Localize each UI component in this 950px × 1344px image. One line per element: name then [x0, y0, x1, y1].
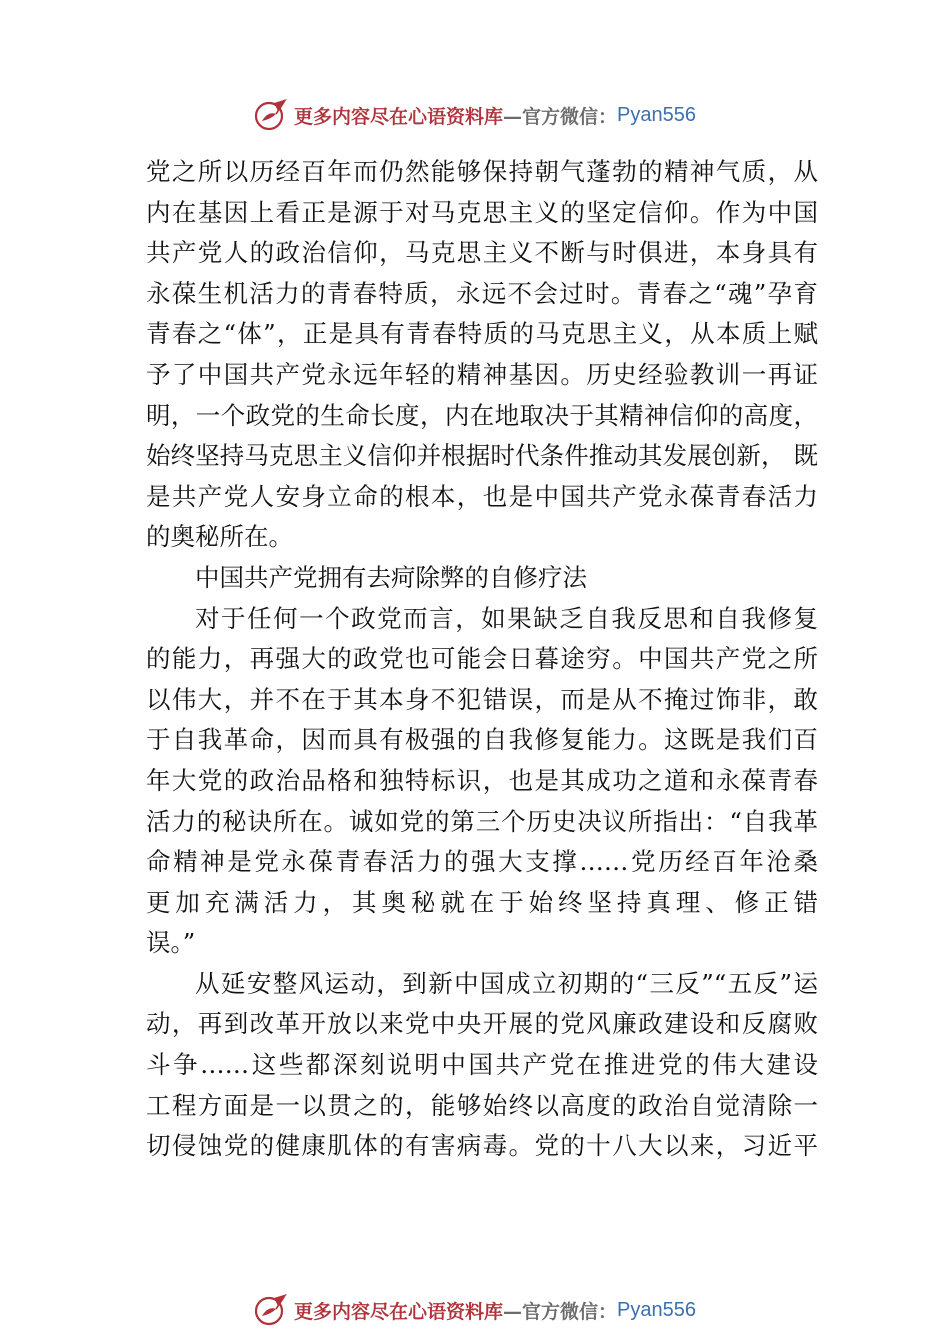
text-line: 予了中国共产党永远年轻的精神基因。历史经验教训一再证: [146, 359, 818, 389]
pen-on-paper-icon: [254, 1292, 290, 1328]
text-line: 于自我革命，因而具有极强的自我修复能力。这既是我们百: [146, 725, 818, 755]
text-line: 活力的秘诀所在。诚如党的第三个历史决议所指出：“自我革: [146, 806, 818, 836]
text-line: 永葆生机活力的青春特质，永远不会过时。青春之“魂”孕育: [146, 278, 818, 308]
text-line: 从延安整风运动，到新中国成立初期的“三反”“五反”运: [195, 968, 818, 998]
text-line: 是共产党人安身立命的根本，也是中国共产党永葆青春活力: [146, 481, 818, 511]
banner-dash-text: —官方微信：: [503, 105, 618, 128]
text-line: 动，再到改革开放以来党中央开展的党风廉政建设和反腐败: [146, 1009, 818, 1039]
text-line: 以伟大，并不在于其本身不犯错误，而是从不掩过饰非，敢: [146, 684, 818, 714]
banner-wechat-id: Pyan556: [617, 103, 696, 126]
text-line: 始终坚持马克思主义信仰并根据时代条件推动其发展创新， 既: [146, 441, 818, 471]
text-line: 对于任何一个政党而言，如果缺乏自我反思和自我修复: [195, 603, 818, 633]
text-line: 的奥秘所在。: [146, 522, 293, 552]
section-heading: 中国共产党拥有去疴除弊的自修疗法: [195, 562, 587, 592]
text-line: 的能力，再强大的政党也可能会日暮途穷。中国共产党之所: [146, 644, 818, 674]
document-body: [146, 152, 818, 1167]
text-line: 工程方面是一以贯之的，能够始终以高度的政治自觉清除一: [146, 1090, 818, 1120]
text-line: 内在基因上看正是源于对马克思主义的坚定信仰。作为中国: [146, 197, 818, 227]
text-line: 切侵蚀党的健康肌体的有害病毒。党的十八大以来，习近平: [146, 1131, 818, 1161]
text-line: 党之所以历经百年而仍然能够保持朝气蓬勃的精神气质，从: [146, 157, 818, 186]
text-line: 斗争……这些都深刻说明中国共产党在推进党的伟大建设: [146, 1050, 818, 1080]
text-line: 命精神是党永葆青春活力的强大支撑……党历经百年沧桑: [146, 847, 818, 877]
banner-dash-text: —官方微信：: [503, 1300, 618, 1323]
text-line: 年大党的政治品格和独特标识，也是其成功之道和永葆青春: [146, 765, 818, 795]
header-banner: [0, 95, 950, 135]
pen-on-paper-icon: [254, 97, 290, 133]
text-line: 青春之“体”，正是具有青春特质的马克思主义，从本质上赋: [146, 319, 818, 349]
text-line: 共产党人的政治信仰，马克思主义不断与时俱进，本身具有: [146, 238, 818, 268]
banner-wechat-id: Pyan556: [617, 1298, 696, 1321]
banner-main-text: 更多内容尽在心语资料库: [294, 105, 504, 128]
footer-banner: [0, 1290, 950, 1330]
text-line: 更加充满活力，其奥秘就在于始终坚持真理、修正错: [146, 887, 818, 917]
text-line: 明，一个政党的生命长度，内在地取决于其精神信仰的高度，: [146, 400, 818, 430]
text-line: 误。”: [146, 928, 196, 958]
banner-main-text: 更多内容尽在心语资料库: [294, 1300, 504, 1323]
